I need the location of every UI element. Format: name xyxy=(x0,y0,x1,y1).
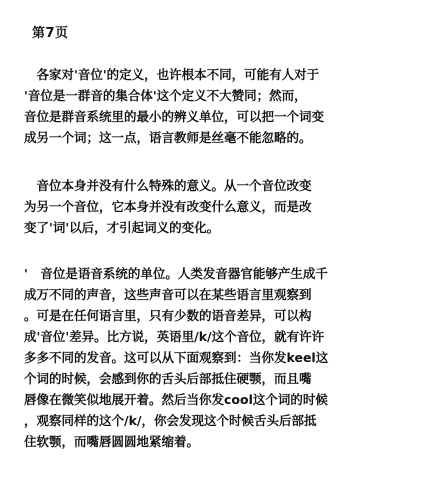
text-line: 。可是在任何语言里，只有少数的语音差异，可以构 xyxy=(24,308,312,323)
text-line: 为另一个音位，它本身并没有改变什么意义，而是改 xyxy=(24,199,312,214)
text-line: 多多不同的发音。这可以从下面观察到：当你发keel这 xyxy=(24,350,329,365)
text-line: 住软颚，而嘴唇圆圆地紧缩着。 xyxy=(24,434,200,449)
text-line: 音位是群音系统里的最小的辨义单位，可以把一个词变 xyxy=(24,109,325,124)
paragraph-1 xyxy=(24,64,402,148)
text-line: 个词的时候，会感到你的舌头后部抵住硬颚，而且嘴 xyxy=(24,371,312,386)
text-line: 各家对'音位'的定义，也许根本不同，可能有人对于 xyxy=(24,67,320,82)
text-line: 唇像在微笑似地展开着。然后当你发cool这个词的时候 xyxy=(24,392,328,407)
text-line: 变了'词'以后，才引起词义的变化。 xyxy=(24,220,220,235)
text-line: ，观察同样的这个/k/，你会发现这个时候舌头后部抵 xyxy=(24,413,317,428)
text-line: ' 音位是语音系统的单位。人类发音器官能够产生成千 xyxy=(24,266,328,281)
paragraph-3 xyxy=(24,263,402,452)
text-line: 成'音位'差异。比方说，英语里/k/这个音位，就有许许 xyxy=(24,329,325,344)
text-line: 成万不同的声音，这些声音可以在某些语言里观察到 xyxy=(24,287,312,302)
page-number: 第7页 xyxy=(32,26,69,41)
text-line: '音位是一群音的集合体'这个定义不大赞同；然而， xyxy=(24,88,307,103)
text-line: 音位本身并没有什么特殊的意义。从一个音位改变 xyxy=(24,178,312,193)
paragraph-2 xyxy=(24,175,402,238)
text-line: 成另一个词；这一点，语言教师是丝毫不能忽略的。 xyxy=(24,130,312,145)
